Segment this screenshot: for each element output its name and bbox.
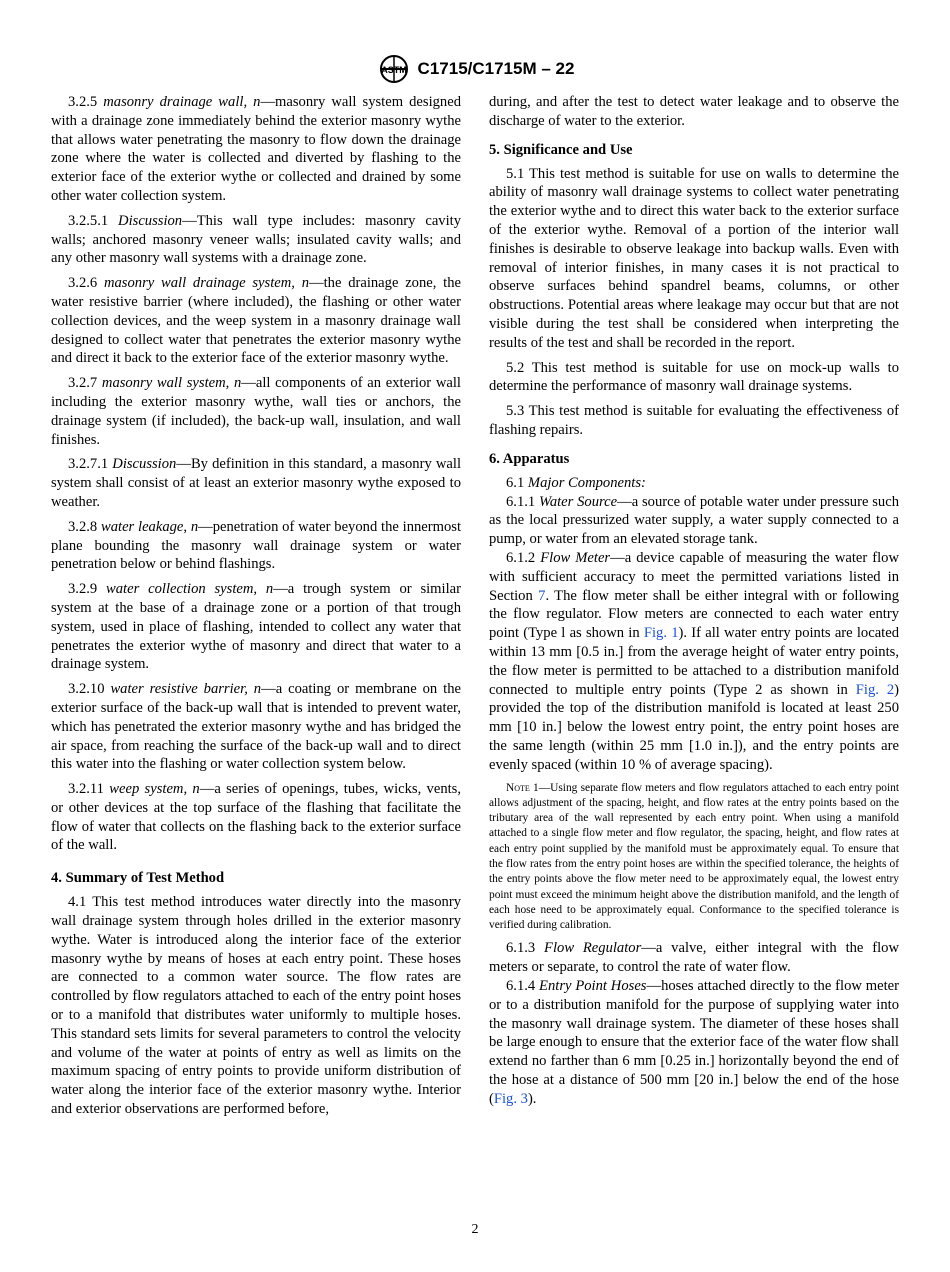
- fig-1-link[interactable]: Fig. 1: [643, 625, 679, 642]
- page-header: [0, 52, 950, 86]
- heading-significance-and-use: 5. Significance and Use: [489, 141, 633, 158]
- section-3-2-10: 3.2.10 water resistive barrier, n—a coating or membrane on the exterior surface of the back-up wall that is intended to prevent water, which has penetrated the exterior masonry wythe and has bridged the air space, from reaching the surface of the back-up wall and to direct this water into the flashing or water collection system below.: [51, 681, 461, 773]
- section-6-1: 6.1 Major Components:: [506, 474, 646, 491]
- section-3-2-5: 3.2.5 masonry drainage wall, n—masonry wall system designed with a drainage zone immediately behind the exterior masonry wythe that allows water penetrating the masonry to flow down the drainage zone where the water is collected and diverted by flashing to the exterior face of the exterior wythe or collected and drained by some other water collection system.: [51, 94, 461, 204]
- section-5-2: 5.2 This test method is suitable for use on mock-up walls to determine the performance of masonry wall drainage systems.: [489, 359, 899, 395]
- left-column: [51, 93, 461, 1125]
- document-id: C1715/C1715M – 22: [417, 59, 575, 78]
- heading-apparatus: 6. Apparatus: [489, 450, 570, 467]
- section-6-1-4: 6.1.4 Entry Point Hoses—hoses attached directly to the flow meter or to a distribution manifold for the purpose of supplying water into the masonry wall drainage system. The diameter of these hoses shall be large enough to ensure that the exterior face of the water flow shall extend no farther than 6 mm [0.25 in.] horizontally beyond the end of the hose at a distance of 500 mm [20 in.] below the end of the hose (Fig. 3).: [489, 978, 899, 1107]
- page-number: 2: [471, 1222, 479, 1237]
- section-4-1: 4.1 This test method introduces water directly into the masonry wall drainage system through holes drilled in the exterior masonry wythe. Water is introduced along the interior face of the exterior masonry wythe by means of hoses at each entry point. These hoses are connected to a common water source. The flow rates are controlled by flow regulators attached to each of the entry point hoses or to a manifold that distributes water uniformly to multiple hoses. This standard sets limits for several parameters to control the velocity and volume of the water at points of entry as well as limits on the maximum spacing of entry points to provide uniform distribution of water along the interior face of the exterior masonry wythe. Interior and exterior observations are performed before,: [51, 894, 461, 1118]
- svg-text:ASTM: ASTM: [380, 65, 407, 75]
- section-4-1-continued: during, and after the test to detect water leakage and to observe the discharge of water to the exterior.: [489, 94, 899, 129]
- astm-logo-icon: [376, 53, 412, 85]
- section-3-2-5-1: 3.2.5.1 Discussion—This wall type includes: masonry cavity walls; anchored masonry veneer walls; insulated cavity walls; and any other masonry wall systems with a drainage zone.: [51, 212, 461, 267]
- fig-3-link[interactable]: Fig. 3: [493, 1090, 528, 1107]
- section-5-3: 5.3 This test method is suitable for evaluating the effectiveness of flashing repairs.: [489, 403, 899, 438]
- section-6-1-3: 6.1.3 Flow Regulator—a valve, either integral with the flow meters or separate, to control the rate of water flow.: [489, 940, 899, 976]
- section-3-2-11: 3.2.11 weep system, n—a series of openings, tubes, wicks, vents, or other devices at the top surface of the flashing that facilitate the flow of water that collects on the flashing back to the exterior surface of the wall.: [51, 781, 461, 854]
- section-3-2-7-1: 3.2.7.1 Discussion—By definition in this standard, a masonry wall system shall consist of at least an exterior masonry wythe exposed to weather.: [51, 456, 462, 510]
- section-6-1-2: 6.1.2 Flow Meter—a device capable of measuring the water flow with sufficient accuracy to meet the permitted variations listed in Section 7. The flow meter shall be either integral with or following the flow regulator. Flow meters are connected to each water entry point (Type l as shown in Fig. 1). If all water entry points are located within 13 mm [0.5 in.] from the average height of water entry points, the flow meter is permitted to be attached to a distribution manifold connected to multiple entry points (Type 2 as shown in Fig. 2) provided the top of the distribution manifold is located at least 250 mm [10 in.] below the lowest entry point, the entry point hoses are the same length (within 25 mm [1.0 in.]), and the entry points are evenly spaced (within 10 % of average spacing).: [489, 549, 900, 773]
- section-3-2-7: 3.2.7 masonry wall system, n—all components of an exterior wall including the exterior masonry wythe, wall ties or anchors, the drainage system (if included), the back-up wall, insulation, and wall finishes.: [51, 375, 461, 448]
- section-3-2-6: 3.2.6 masonry wall drainage system, n—the drainage zone, the water resistive barrier (where included), the flashing or other water collection devices, and the weep system in a masonry drainage wall designed to collect water that penetrates the exterior masonry wythe and direct it back to the exterior face of the exterior masonry wythe.: [51, 275, 461, 367]
- note-1: Note 1—Using separate flow meters and flow regulators attached to each entry point allows adjustment of the spacing, height, and flow rates at the entry points based on the tributary area of the wall represented by each entry point. When using a manifold attached to a single flow meter and flow regulator, the spacing, height, and flow rates at each entry point supplied by the manifold must be approximately equal. To ensure that the flow rates from the entry point hoses are within the specified tolerance, the heights of the entry points above the flow meter need to be approximately equal, the lowest entry point must exceed the minimum height above the distribution manifold, and the length of each hose need to be approximately equal. Conformance to the specified tolerance is verified during calibration.: [489, 781, 899, 932]
- heading-summary-of-test-method: 4. Summary of Test Method: [51, 870, 225, 887]
- section-3-2-9: 3.2.9 water collection system, n—a trough system or similar system at the base of a drainage zone or a portion of that trough system, used in place of flashing, intended to collect any water that penetrates the exterior wythe of masonry and direct that water to a drainage system.: [51, 581, 461, 673]
- section-5-1: 5.1 This test method is suitable for use on walls to determine the ability of masonry wall drainage systems to collect water penetrating the exterior wythe and to direct this water back to the exterior surface of the exterior wythe. Removal of a portion of the interior wall finishes is desirable to observe leakage into backup walls. Even with removal of interior finishes, in many cases it is not practical to observe surfaces behind spandrel beams, columns, or other obstructions. Potential areas where leakage may occur but that are not visible during the test shall be considered when interpreting the results of the test and shall be recorded in the report.: [489, 165, 899, 351]
- right-column: [489, 93, 899, 1115]
- section-6-1-1: 6.1.1 Water Source—a source of potable water under pressure such as the local pressurized water supply, a water supply connected to a pump, or water from an elevated storage tank.: [489, 493, 899, 548]
- section-3-2-8: 3.2.8 water leakage, n—penetration of water beyond the innermost plane bounding the masonry wall drainage system or water penetration below or behind flashings.: [51, 518, 462, 573]
- section-7-link[interactable]: 7: [538, 587, 546, 604]
- fig-2-link[interactable]: Fig. 2: [855, 681, 895, 698]
